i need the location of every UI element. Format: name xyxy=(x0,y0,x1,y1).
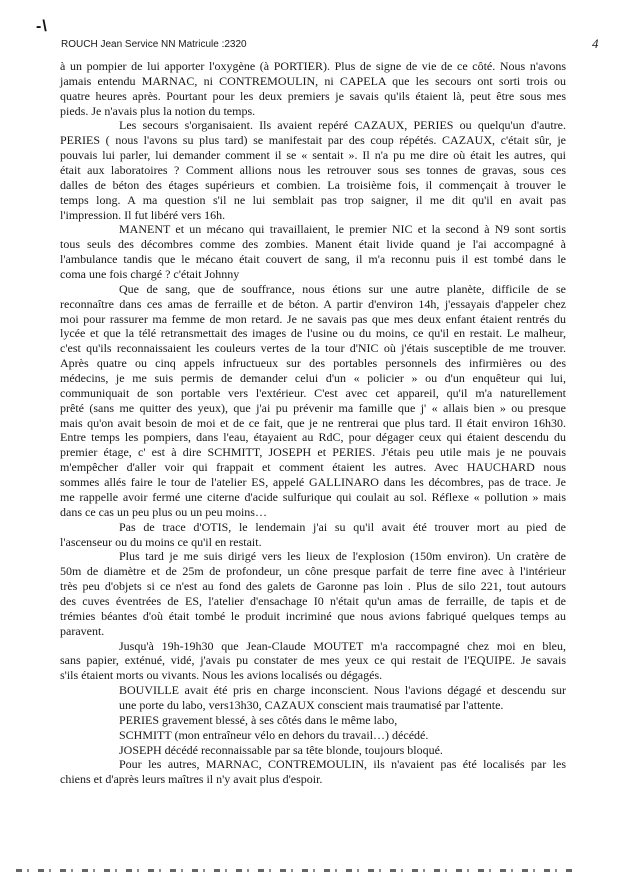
text-line: reconnaître dans ces amas de ferraille et de béton. A partir d'environ 14h, j'essayais d'appeler chez xyxy=(60,296,566,311)
text-line: BOUVILLE avait été pris en charge inconscient. Nous l'avions dégagé et descendu sur xyxy=(119,683,566,698)
text-line: Les secours s'organisaient. Ils avaient repéré CAZAUX, PERIES ou quelqu'un d'autre. xyxy=(119,118,566,133)
text-line: médecins, je me suis permis de demander celui d'un « policier » ou d'un enquêteur qui lui, xyxy=(60,371,566,386)
text-line: moi pour rassurer ma femme de mon retard. Je ne savais pas que mes deux enfant étaient rentrés du xyxy=(60,311,566,326)
text-line: Après quatre ou cinq appels infructueux sur des portables personnels des infirmières ou des xyxy=(60,356,566,371)
text-line: JOSEPH décédé reconnaissable par sa tête blonde, toujours bloqué. xyxy=(119,742,443,757)
text-line: mais qu'on avait besoin de moi et de ce fait, que je ne rentrerai que plus tard. Il était environ 16h30. xyxy=(60,415,566,430)
page-number: 4 xyxy=(592,36,599,51)
text-line: coma une fois chargé ? c'était Johnny xyxy=(60,267,240,282)
text-line: pieds. Je n'avais plus la notion du temps. xyxy=(60,103,256,118)
text-line: MANENT et un mécano qui travaillaient, le premier NIC et la second à N9 sont sortis xyxy=(119,222,566,237)
text-line: Que de sang, que de souffrance, nous étions sur une autre planète, difficile de se xyxy=(119,281,566,296)
text-line: Pour les autres, MARNAC, CONTREMOULIN, ils n'avaient pas été localisés par les xyxy=(119,757,566,772)
text-line: lycée et que la télé retransmettait des images de l'usine ou du moins, ce qu'il en restait. Le malheur, xyxy=(60,326,566,341)
text-line: communiquait de son portable vers l'extérieur. C'est avec cet appareil, qu'il m'a naturellement xyxy=(60,385,566,400)
text-line: à un pompier de lui apporter l'oxygène (à PORTIER). Plus de signe de vie de ce côté. Nous n'avons xyxy=(60,59,566,73)
text-line: des cuves éventrées de ES, l'atelier d'ensachage I0 n'était qu'un amas de ferraille, de tapis et de xyxy=(60,593,566,608)
scan-mark: -\ xyxy=(36,18,48,35)
text-line: Pas de trace d'OTIS, le lendemain j'ai su qu'il avait été trouver mort au pied de xyxy=(119,519,566,534)
text-line: prêté (sans me quitter des yeux), que j'ai pu prévenir ma famille que j' « allais bien » ou presque xyxy=(60,400,566,415)
text-line: l'ambulance tandis que le mécano était couvert de sang, il m'a reconnu puis il est tombé dans le xyxy=(60,252,566,267)
text-line: très peu d'objets si ce n'est au fond des galets de Garonne pas loin . Plus de silo 221, tout autours xyxy=(60,579,566,594)
text-line: s'ils étaient morts ou vivants. Nous les avions localisés ou dégagés. xyxy=(60,668,383,683)
text-line: SCHMITT (mon entraîneur vélo en dehors du travail…) décédé. xyxy=(119,727,429,742)
text-line: jamais entendu MARNAC, ni CONTREMOULIN, ni CAPELA que les secours ont sorti trois ou xyxy=(60,73,566,88)
text-line: sommes allés faire le tour de l'atelier ES, appelé GALLINARO dans les décombres, pas de trace. Je xyxy=(60,475,566,490)
text-line: Jusqu'à 19h-19h30 que Jean-Claude MOUTET m'a raccompagné chez moi en bleu, xyxy=(119,638,566,653)
text-line: Plus tard je me suis dirigé vers les lieux de l'explosion (150m environ). Un cratère de xyxy=(119,549,566,564)
text-line: premier étage, c' est à dire SCHMITT, JOSEPH et PERIES. J'étais peu utile mais je ne pouvais xyxy=(60,445,566,460)
text-line: Entre temps les pompiers, dans l'eau, étayaient au RdC, pour dégager ceux qui étaient descendu du xyxy=(60,430,566,445)
document-body xyxy=(60,59,566,787)
text-line: PERIES gravement blessé, à ses côtés dans le même labo, xyxy=(119,712,398,727)
text-line: dalles de béton des étages supérieurs et combien. La troisième fois, il commençait à trouver le xyxy=(60,177,566,192)
text-line: paravent. xyxy=(60,623,105,638)
text-line: PERIES ( nous l'avons su plus tard) se manifestait par des coup répétés. CAZAUX, c'était sûr, je xyxy=(60,133,566,148)
text-line: était aux laboratoires ? Comment allions nous les retrouver sous ses tonnes de gravas, sous ces xyxy=(60,163,566,178)
text-line: dans ce cas un peu plus ou un peu moins… xyxy=(60,504,267,519)
text-line: chiens et d'après leurs maîtres il n'y avait plus d'espoir. xyxy=(60,772,323,787)
text-line: pouvais lui parler, lui demander comment il se « sentait ». Il n'a pu me dire où était les autres, qui xyxy=(60,148,566,163)
text-line: me rappelle avoir fermé une citerne d'acide sulfurique qui coulait au sol. Réflexe « pollution » mais xyxy=(60,489,566,504)
text-line: temps long. A ma question s'il ne lui semblait pas trop saigner, il me dit qu'il en avait pas xyxy=(60,192,566,207)
text-line: tous seuls des décombres comme des zombies. Manent était livide quand je l'ai accompagné à xyxy=(60,237,566,252)
text-line: sans papier, exténué, vidé, j'avais pu constater de mes yeux ce qui restait de l'EQUIPE. Je savais xyxy=(60,653,566,668)
document-header: ROUCH Jean Service NN Matricule :2320 xyxy=(61,39,247,50)
scan-artifact-dashes xyxy=(16,869,576,872)
text-line: l'ascenseur ou du moins ce qu'il en restait. xyxy=(60,534,262,549)
text-line: l'impression. Il fut libéré vers 16h. xyxy=(60,207,226,222)
text-line: quatre heures après. Pourtant pour les deux premiers je savais qu'ils étaient là, peut être sous mes xyxy=(60,88,566,103)
text-line: trémies béantes d'où était tombé le produit incriminé que nous avions fabriqué quelques temps au xyxy=(60,608,566,623)
text-line: m'empêcher d'aller voir qui frappait et comment étaient les autres. Avec HAUCHARD nous xyxy=(60,460,566,475)
text-line: 50m de diamètre et de 25m de profondeur, un cône presque parfait de terre fine avec à l'intérieur xyxy=(60,564,566,579)
text-line: une porte du labo, vers13h30, CAZAUX conscient mais traumatisé par l'attente. xyxy=(119,697,504,712)
text-line: c'est qu'ils reconnaissaient les couleurs vertes de la tour d'NIC où j'étais susceptible de me trouver. xyxy=(60,341,566,356)
